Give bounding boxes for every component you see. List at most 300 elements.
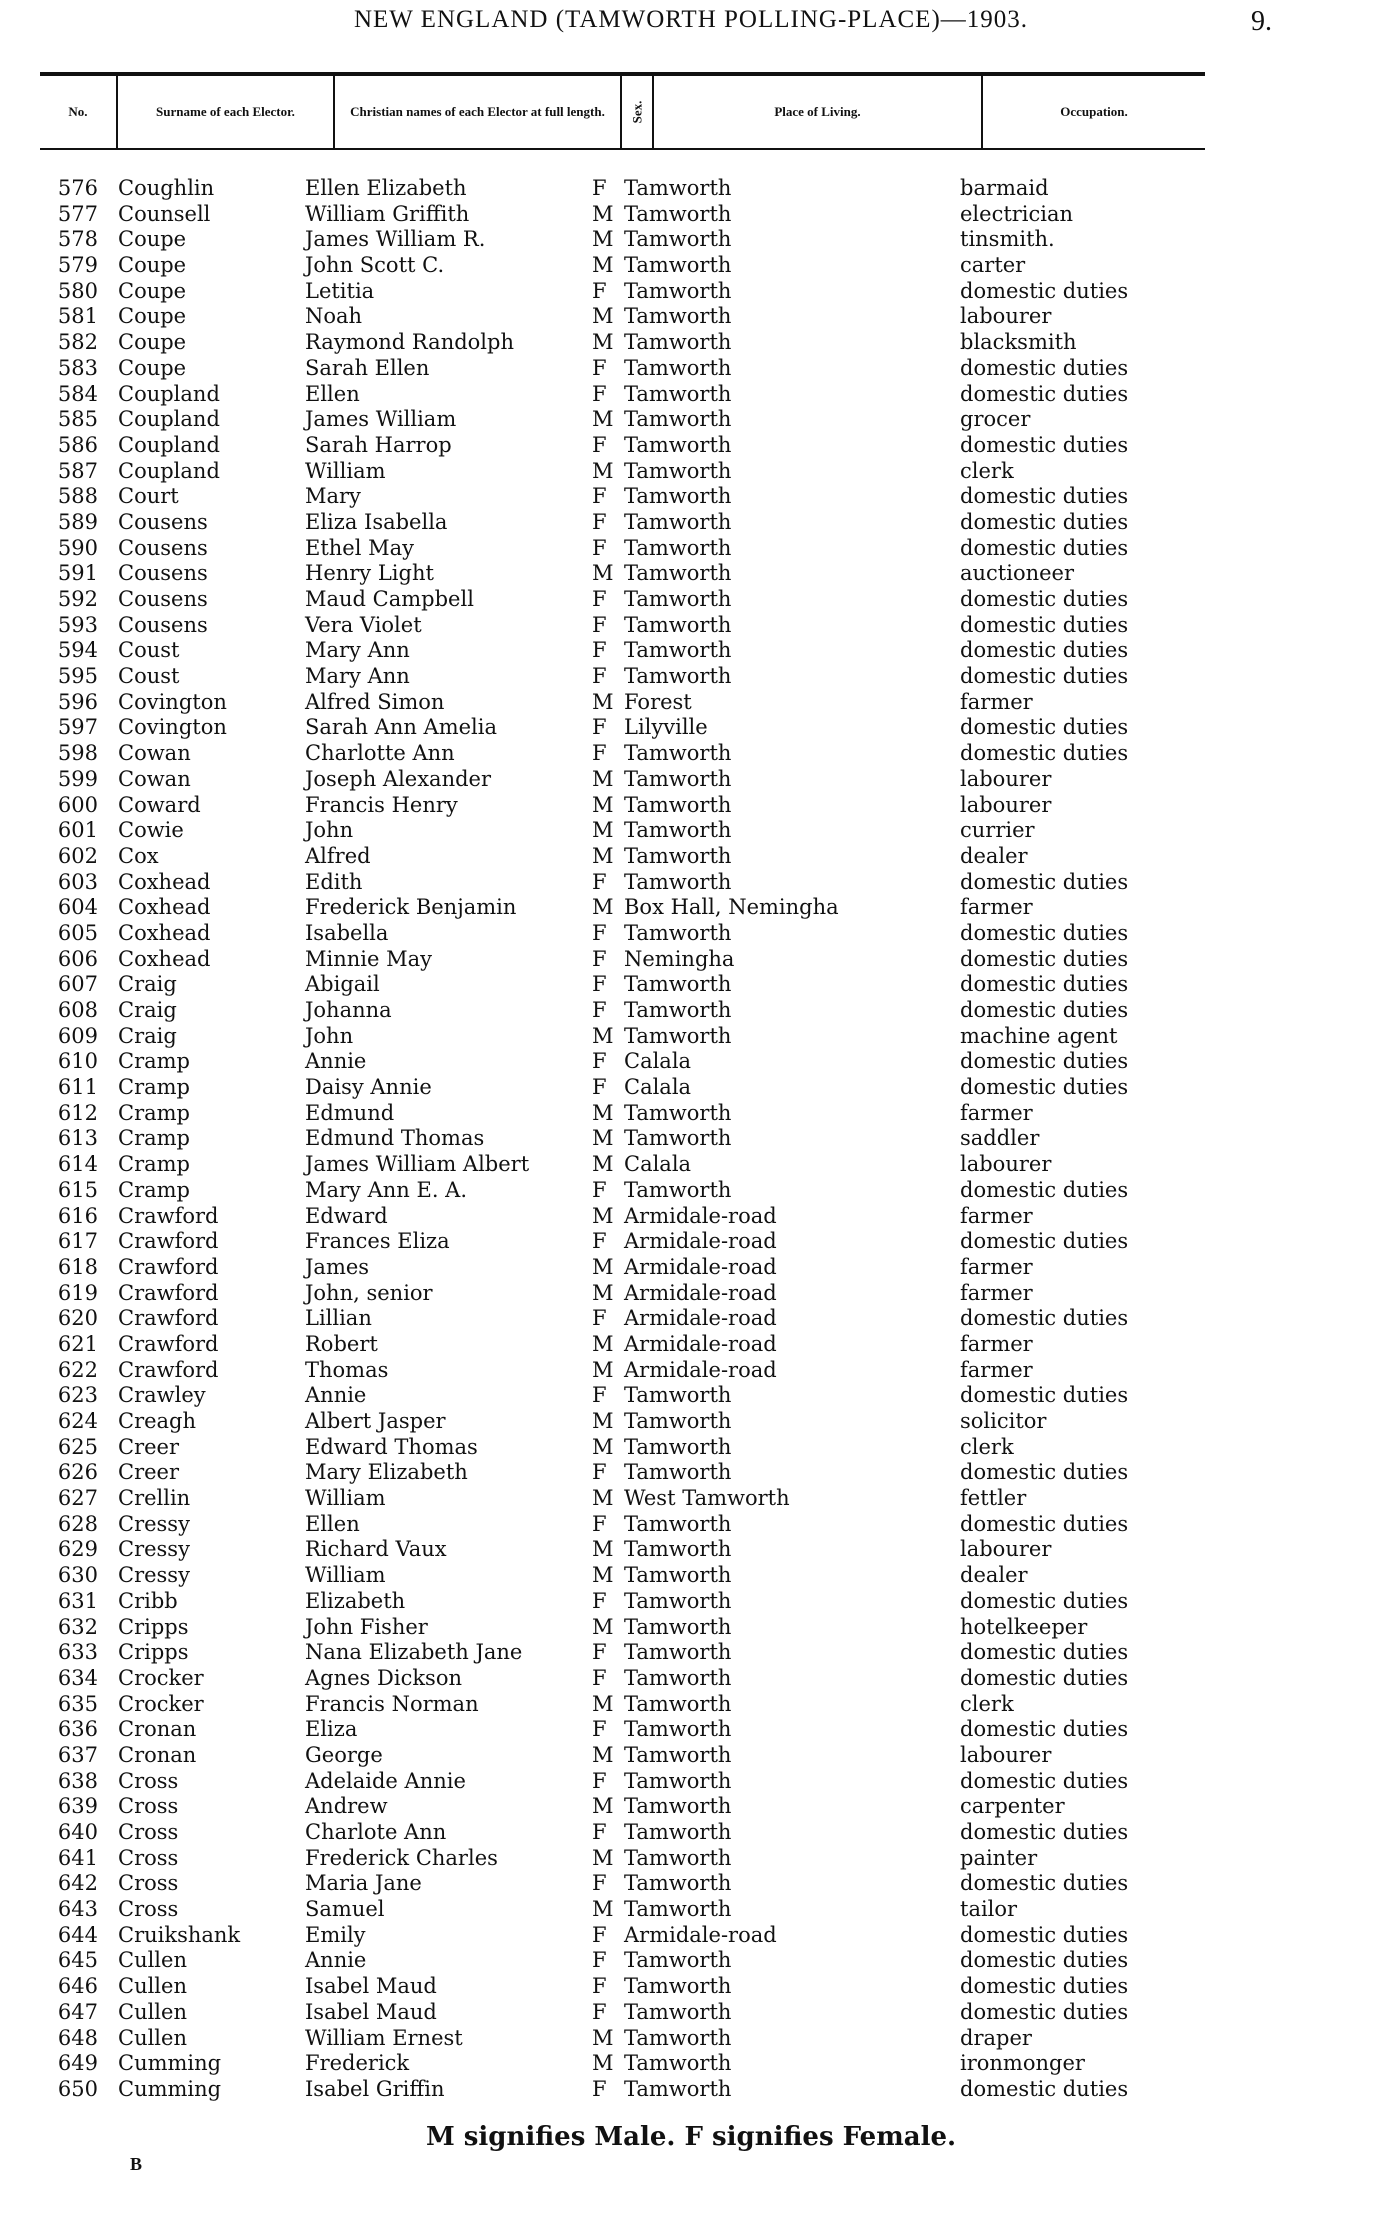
table-row: [0, 972, 1382, 998]
elector-christian-names: Adelaide Annie: [305, 1768, 466, 1793]
elector-surname: Coxhead: [118, 869, 211, 894]
elector-christian-names: Elizabeth: [305, 1588, 406, 1613]
elector-christian-names: Sarah Ellen: [305, 355, 430, 380]
table-row: [0, 1871, 1382, 1897]
elector-number: 602: [57, 843, 98, 868]
table-row: [0, 741, 1382, 767]
elector-christian-names: Noah: [305, 304, 363, 329]
table-row: [0, 1563, 1382, 1589]
elector-surname: Coupe: [118, 355, 187, 380]
table-row: [0, 587, 1382, 613]
elector-place: West Tamworth: [624, 1486, 790, 1511]
table-row: [0, 1589, 1382, 1615]
table-row: [0, 1512, 1382, 1538]
elector-christian-names: Lillian: [305, 1306, 372, 1331]
elector-christian-names: Mary Ann E. A.: [305, 1177, 468, 1202]
elector-christian-names: Frances Eliza: [305, 1229, 450, 1254]
elector-christian-names: Emily: [305, 1922, 366, 1947]
table-row: [0, 844, 1382, 870]
elector-surname: Coxhead: [118, 895, 211, 920]
table-row: [0, 279, 1382, 305]
table-row: [0, 1794, 1382, 1820]
elector-place: Tamworth: [624, 381, 732, 406]
table-row: [0, 1152, 1382, 1178]
elector-surname: Crawford: [118, 1229, 219, 1254]
elector-surname: Coupland: [118, 432, 220, 457]
elector-occupation: farmer: [960, 1280, 1033, 1305]
elector-surname: Cousens: [118, 587, 208, 611]
elector-place: Armidale-road: [624, 1357, 777, 1382]
elector-number: 590: [57, 535, 98, 560]
elector-occupation: domestic duties: [960, 664, 1129, 689]
elector-sex: F: [592, 432, 607, 457]
elector-number: 598: [57, 741, 98, 766]
elector-number: 605: [57, 920, 98, 945]
elector-surname: Coupe: [118, 227, 187, 252]
elector-place: Tamworth: [624, 458, 732, 483]
elector-number: 628: [57, 1511, 98, 1536]
table-row: [0, 1024, 1382, 1050]
elector-occupation: domestic duties: [960, 1948, 1129, 1973]
elector-place: Tamworth: [624, 1820, 732, 1844]
elector-place: Tamworth: [624, 920, 732, 945]
elector-number: 587: [57, 458, 98, 483]
elector-sex: M: [592, 1742, 614, 1767]
elector-surname: Cowan: [118, 741, 191, 766]
elector-christian-names: Edward Thomas: [305, 1434, 478, 1459]
elector-list: [0, 176, 1382, 2103]
table-row: [0, 1717, 1382, 1743]
elector-occupation: carpenter: [960, 1794, 1065, 1819]
elector-christian-names: Mary Ann: [305, 664, 410, 689]
elector-sex: F: [592, 1460, 607, 1485]
elector-occupation: auctioneer: [960, 561, 1075, 586]
elector-number: 608: [57, 998, 98, 1022]
elector-occupation: labourer: [960, 792, 1052, 817]
elector-sex: M: [592, 2051, 614, 2076]
elector-surname: Cribb: [118, 1588, 178, 1613]
elector-occupation: farmer: [960, 1357, 1033, 1382]
elector-occupation: labourer: [960, 766, 1052, 791]
elector-sex: F: [592, 1177, 607, 1202]
header-occupation: Occupation.: [1060, 104, 1128, 119]
elector-place: Tamworth: [624, 330, 732, 355]
elector-sex: F: [592, 1511, 607, 1536]
elector-place: Tamworth: [624, 509, 732, 534]
elector-christian-names: Mary Elizabeth: [305, 1460, 468, 1485]
elector-sex: F: [592, 535, 607, 560]
elector-place: Tamworth: [624, 432, 732, 457]
table-row: [0, 1948, 1382, 1974]
elector-christian-names: Robert: [305, 1331, 378, 1356]
elector-christian-names: William: [305, 1563, 386, 1588]
elector-place: Tamworth: [624, 1460, 732, 1485]
elector-place: Tamworth: [624, 201, 732, 226]
elector-christian-names: Edward: [305, 1203, 388, 1228]
elector-christian-names: Nana Elizabeth Jane: [305, 1640, 523, 1665]
elector-place: Tamworth: [624, 278, 732, 303]
elector-place: Tamworth: [624, 818, 732, 843]
table-row: [0, 921, 1382, 947]
elector-place: Tamworth: [624, 2051, 732, 2076]
elector-occupation: carter: [960, 253, 1026, 278]
elector-sex: M: [592, 2025, 614, 2050]
elector-number: 648: [57, 2025, 98, 2050]
table-row: [0, 1743, 1382, 1769]
elector-surname: Crawford: [118, 1280, 219, 1305]
elector-sex: F: [592, 1588, 607, 1613]
elector-christian-names: James: [305, 1254, 370, 1279]
elector-surname: Crawford: [118, 1203, 219, 1228]
elector-christian-names: George: [305, 1742, 383, 1767]
sex-legend: M signifies Male. F signifies Female.: [425, 2122, 957, 2152]
elector-occupation: domestic duties: [960, 587, 1129, 611]
elector-occupation: clerk: [960, 1434, 1014, 1459]
elector-christian-names: Henry Light: [305, 561, 434, 586]
elector-sex: M: [592, 1897, 614, 1922]
elector-christian-names: Eliza Isabella: [305, 509, 448, 534]
elector-occupation: domestic duties: [960, 1974, 1129, 1999]
elector-surname: Creagh: [118, 1409, 197, 1433]
elector-surname: Cripps: [118, 1614, 189, 1639]
elector-sex: M: [592, 1357, 614, 1382]
elector-number: 636: [57, 1717, 98, 1742]
elector-number: 623: [57, 1383, 98, 1408]
elector-christian-names: James William: [305, 407, 457, 432]
elector-occupation: tailor: [960, 1897, 1018, 1922]
elector-surname: Cowan: [118, 766, 191, 791]
elector-number: 595: [57, 664, 98, 689]
elector-place: Tamworth: [624, 1999, 732, 2024]
elector-surname: Cramp: [118, 1126, 190, 1151]
elector-christian-names: Richard Vaux: [305, 1537, 447, 1562]
elector-christian-names: Albert Jasper: [305, 1409, 446, 1433]
elector-sex: M: [592, 1126, 614, 1151]
elector-place: Box Hall, Nemingha: [624, 895, 839, 920]
elector-number: 620: [57, 1306, 98, 1331]
elector-number: 613: [57, 1126, 98, 1151]
elector-number: 584: [57, 381, 98, 406]
elector-occupation: farmer: [960, 1331, 1033, 1356]
header-place: Place of Living.: [654, 76, 983, 148]
elector-surname: Crocker: [118, 1691, 204, 1716]
elector-surname: Cramp: [118, 1177, 190, 1202]
elector-sex: M: [592, 1794, 614, 1819]
elector-place: Tamworth: [624, 1511, 732, 1536]
elector-surname: Coxhead: [118, 920, 211, 945]
elector-number: 576: [57, 176, 98, 200]
elector-christian-names: Joseph Alexander: [305, 766, 492, 791]
table-row: [0, 664, 1382, 690]
table-row: [0, 1049, 1382, 1075]
elector-sex: M: [592, 1486, 614, 1511]
elector-number: 612: [57, 1100, 98, 1125]
elector-sex: M: [592, 1280, 614, 1305]
elector-surname: Cressy: [118, 1537, 190, 1562]
elector-place: Tamworth: [624, 664, 732, 689]
table-row: [0, 1897, 1382, 1923]
elector-occupation: domestic duties: [960, 1999, 1129, 2024]
elector-occupation: dealer: [960, 843, 1028, 868]
elector-christian-names: Isabel Griffin: [305, 2076, 445, 2101]
elector-surname: Craig: [118, 972, 177, 997]
elector-occupation: domestic duties: [960, 355, 1129, 380]
elector-sex: M: [592, 1203, 614, 1228]
elector-christian-names: Edith: [305, 869, 363, 894]
elector-christian-names: Abigail: [305, 972, 380, 997]
elector-place: Tamworth: [624, 1794, 732, 1819]
elector-christian-names: Thomas: [305, 1357, 389, 1382]
elector-occupation: domestic duties: [960, 1511, 1129, 1536]
elector-occupation: domestic duties: [960, 972, 1129, 997]
elector-christian-names: William Griffith: [305, 201, 470, 226]
elector-surname: Coughlin: [118, 176, 215, 200]
elector-christian-names: Sarah Harrop: [305, 432, 452, 457]
elector-sex: M: [592, 1152, 614, 1177]
elector-sex: F: [592, 1049, 607, 1074]
header-christian: Christian names of each Elector at full length.: [335, 76, 622, 148]
elector-place: Tamworth: [624, 176, 732, 200]
elector-number: 604: [57, 895, 98, 920]
table-row: [0, 1769, 1382, 1795]
elector-number: 639: [57, 1794, 98, 1819]
elector-occupation: domestic duties: [960, 432, 1129, 457]
elector-surname: Coupland: [118, 458, 220, 483]
elector-place: Tamworth: [624, 1974, 732, 1999]
elector-christian-names: Daisy Annie: [305, 1075, 432, 1100]
elector-surname: Crawford: [118, 1254, 219, 1279]
elector-place: Calala: [624, 1049, 692, 1074]
elector-christian-names: Vera Violet: [305, 612, 422, 637]
elector-occupation: domestic duties: [960, 1640, 1129, 1665]
elector-christian-names: Francis Norman: [305, 1691, 479, 1716]
elector-number: 610: [57, 1049, 98, 1074]
elector-sex: F: [592, 484, 607, 509]
elector-christian-names: Annie: [305, 1049, 367, 1074]
elector-sex: M: [592, 304, 614, 329]
elector-place: Armidale-road: [624, 1280, 777, 1305]
elector-surname: Craig: [118, 998, 177, 1022]
elector-occupation: clerk: [960, 458, 1014, 483]
table-row: [0, 484, 1382, 510]
elector-christian-names: Mary Ann: [305, 638, 410, 663]
elector-surname: Cox: [118, 843, 159, 868]
elector-place: Tamworth: [624, 1871, 732, 1896]
signature-letter: B: [130, 2154, 143, 2174]
elector-number: 592: [57, 587, 98, 611]
table-row: [0, 1204, 1382, 1230]
elector-sex: F: [592, 1665, 607, 1690]
elector-surname: Cruikshank: [118, 1922, 241, 1947]
elector-occupation: domestic duties: [960, 1922, 1129, 1947]
elector-occupation: clerk: [960, 1691, 1014, 1716]
table-row: [0, 1126, 1382, 1152]
table-row: [0, 1846, 1382, 1872]
elector-christian-names: Johanna: [305, 998, 392, 1022]
elector-christian-names: Edmund: [305, 1100, 395, 1125]
elector-sex: F: [592, 920, 607, 945]
elector-occupation: barmaid: [960, 176, 1049, 200]
elector-occupation: domestic duties: [960, 946, 1129, 971]
elector-place: Tamworth: [624, 972, 732, 997]
elector-place: Tamworth: [624, 1023, 732, 1048]
elector-occupation: labourer: [960, 1152, 1052, 1177]
elector-surname: Covington: [118, 689, 227, 714]
elector-sex: M: [592, 766, 614, 791]
elector-sex: F: [592, 1075, 607, 1100]
elector-surname: Cronan: [118, 1742, 197, 1767]
elector-number: 644: [57, 1922, 98, 1947]
elector-place: Tamworth: [624, 1177, 732, 1202]
elector-surname: Coupe: [118, 253, 187, 278]
elector-number: 625: [57, 1434, 98, 1459]
table-header: [40, 72, 1205, 150]
elector-place: Tamworth: [624, 1665, 732, 1690]
table-row: [0, 1640, 1382, 1666]
elector-surname: Coward: [118, 792, 201, 817]
elector-surname: Cross: [118, 1820, 179, 1844]
elector-occupation: domestic duties: [960, 920, 1129, 945]
elector-surname: Cousens: [118, 535, 208, 560]
elector-place: Tamworth: [624, 535, 732, 560]
elector-sex: M: [592, 1614, 614, 1639]
table-row: [0, 793, 1382, 819]
table-row: [0, 1075, 1382, 1101]
table-row: [0, 1306, 1382, 1332]
elector-sex: F: [592, 998, 607, 1022]
elector-sex: F: [592, 176, 607, 200]
elector-occupation: grocer: [960, 407, 1031, 432]
elector-surname: Cronan: [118, 1717, 197, 1742]
elector-surname: Coupe: [118, 304, 187, 329]
elector-place: Tamworth: [624, 638, 732, 663]
elector-number: 624: [57, 1409, 98, 1433]
elector-occupation: labourer: [960, 1742, 1052, 1767]
elector-sex: M: [592, 1845, 614, 1870]
elector-place: Tamworth: [624, 1409, 732, 1433]
table-row: [0, 459, 1382, 485]
elector-sex: M: [592, 1100, 614, 1125]
elector-occupation: domestic duties: [960, 1820, 1129, 1844]
elector-surname: Cullen: [118, 2025, 187, 2050]
elector-sex: F: [592, 612, 607, 637]
elector-christian-names: Samuel: [305, 1897, 385, 1922]
elector-place: Tamworth: [624, 1434, 732, 1459]
elector-sex: M: [592, 1409, 614, 1433]
elector-surname: Cullen: [118, 1974, 187, 1999]
elector-number: 588: [57, 484, 98, 509]
elector-christian-names: Charlote Ann: [305, 1820, 447, 1844]
elector-number: 640: [57, 1820, 98, 1844]
elector-christian-names: James William Albert: [305, 1152, 530, 1177]
elector-place: Calala: [624, 1152, 692, 1177]
elector-christian-names: Isabel Maud: [305, 1974, 437, 1999]
elector-occupation: painter: [960, 1845, 1038, 1870]
table-row: [0, 1666, 1382, 1692]
elector-christian-names: William: [305, 1486, 386, 1511]
elector-christian-names: Raymond Randolph: [305, 330, 514, 355]
elector-number: 611: [57, 1075, 98, 1100]
elector-place: Tamworth: [624, 869, 732, 894]
elector-christian-names: Isabel Maud: [305, 1999, 437, 2024]
elector-surname: Creer: [118, 1460, 180, 1485]
elector-place: Tamworth: [624, 407, 732, 432]
table-row: [0, 613, 1382, 639]
table-row: [0, 536, 1382, 562]
elector-sex: F: [592, 715, 607, 740]
elector-christian-names: John: [305, 818, 354, 843]
header-sex: [622, 76, 654, 148]
table-row: [0, 1229, 1382, 1255]
elector-place: Tamworth: [624, 1768, 732, 1793]
elector-place: Armidale-road: [624, 1203, 777, 1228]
elector-number: 585: [57, 407, 98, 432]
elector-place: Tamworth: [624, 253, 732, 278]
elector-occupation: domestic duties: [960, 741, 1129, 766]
elector-christian-names: Frederick Charles: [305, 1845, 498, 1870]
elector-surname: Creer: [118, 1434, 180, 1459]
elector-christian-names: Maud Campbell: [305, 587, 474, 611]
elector-occupation: farmer: [960, 1254, 1033, 1279]
elector-christian-names: William: [305, 458, 386, 483]
elector-number: 627: [57, 1486, 98, 1511]
elector-occupation: domestic duties: [960, 869, 1129, 894]
elector-surname: Crawley: [118, 1383, 206, 1408]
elector-occupation: farmer: [960, 1100, 1033, 1125]
elector-occupation: blacksmith: [960, 330, 1077, 355]
elector-sex: M: [592, 407, 614, 432]
elector-christian-names: Minnie May: [305, 946, 432, 971]
table-row: [0, 998, 1382, 1024]
elector-number: 633: [57, 1640, 98, 1665]
elector-sex: M: [592, 1563, 614, 1588]
table-row: [0, 202, 1382, 228]
elector-occupation: labourer: [960, 304, 1052, 329]
elector-occupation: domestic duties: [960, 1665, 1129, 1690]
elector-place: Tamworth: [624, 304, 732, 329]
elector-christian-names: John Fisher: [305, 1614, 428, 1639]
elector-sex: F: [592, 1871, 607, 1896]
elector-sex: F: [592, 741, 607, 766]
elector-surname: Cramp: [118, 1100, 190, 1125]
elector-occupation: hotelkeeper: [960, 1614, 1088, 1639]
table-row: [0, 330, 1382, 356]
elector-sex: M: [592, 1434, 614, 1459]
elector-occupation: ironmonger: [960, 2051, 1085, 2076]
table-row: [0, 1435, 1382, 1461]
elector-place: Armidale-road: [624, 1229, 777, 1254]
elector-christian-names: James William R.: [305, 227, 486, 252]
elector-occupation: domestic duties: [960, 1177, 1129, 1202]
elector-place: Tamworth: [624, 612, 732, 637]
table-row: [0, 227, 1382, 253]
table-row: [0, 1615, 1382, 1641]
elector-sex: F: [592, 664, 607, 689]
elector-number: 583: [57, 355, 98, 380]
elector-place: Tamworth: [624, 1588, 732, 1613]
elector-number: 629: [57, 1537, 98, 1562]
table-row: [0, 1101, 1382, 1127]
elector-occupation: solicitor: [960, 1409, 1047, 1433]
elector-surname: Crawford: [118, 1331, 219, 1356]
elector-number: 586: [57, 432, 98, 457]
elector-surname: Cressy: [118, 1511, 190, 1536]
elector-sex: F: [592, 1999, 607, 2024]
table-row: [0, 947, 1382, 973]
elector-sex: F: [592, 1820, 607, 1844]
elector-place: Forest: [624, 689, 692, 714]
elector-surname: Coxhead: [118, 946, 211, 971]
